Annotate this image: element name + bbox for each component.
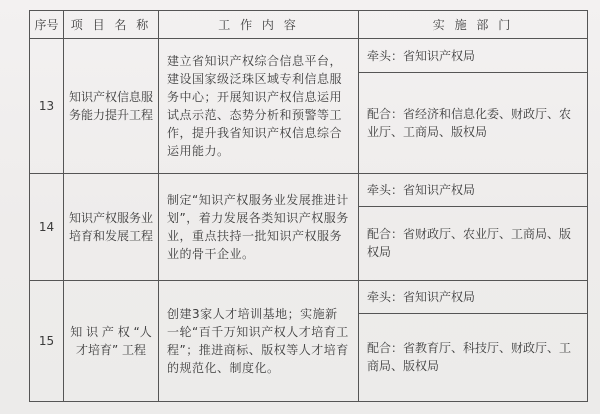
- work-content: 创建3家人才培训基地；实施新一轮“百千万知识产权人才培育工程”；推进商标、版权等人才培育的规范化、制度化。: [159, 280, 359, 401]
- header-implementing-dept: 实 施 部 门: [359, 11, 588, 39]
- table-row: [30, 39, 588, 73]
- project-name: 知识产权信息服务能力提升工程: [64, 39, 159, 174]
- row-number: 13: [30, 39, 64, 174]
- header-serial-number: 序号: [30, 11, 64, 39]
- project-name: 知识产权服务业培育和发展工程: [64, 173, 159, 280]
- row-number: 14: [30, 173, 64, 280]
- partner-departments: 配合：省教育厅、科技厅、财政厅、工商局、版权局: [359, 313, 588, 401]
- work-content: 建立省知识产权综合信息平台，建设国家级泛珠区域专利信息服务中心；开展知识产权信息运用试点示范、态势分析和预警等工作，提升我省知识产权信息综合运用能力。: [159, 39, 359, 174]
- header-work-content: 工 作 内 容: [159, 11, 359, 39]
- project-table: [29, 10, 588, 402]
- partner-departments: 配合：省财政厅、农业厅、工商局、版权局: [359, 207, 588, 281]
- header-project-name: 项 目 名 称: [64, 11, 159, 39]
- table-header-row: [30, 11, 588, 39]
- lead-department: 牵头：省知识产权局: [359, 173, 588, 206]
- project-name: 知 识 产 权 “人才培育” 工程: [64, 280, 159, 401]
- table-row: [30, 280, 588, 313]
- lead-department: 牵头：省知识产权局: [359, 280, 588, 313]
- partner-departments: 配合：省经济和信息化委、财政厅、农业厅、工商局、版权局: [359, 73, 588, 174]
- table-row: [30, 173, 588, 206]
- work-content: 制定“知识产权服务业发展推进计划”，着力发展各类知识产权服务业，重点扶持一批知识产权服务业的骨干企业。: [159, 173, 359, 280]
- row-number: 15: [30, 280, 64, 401]
- lead-department: 牵头：省知识产权局: [359, 39, 588, 73]
